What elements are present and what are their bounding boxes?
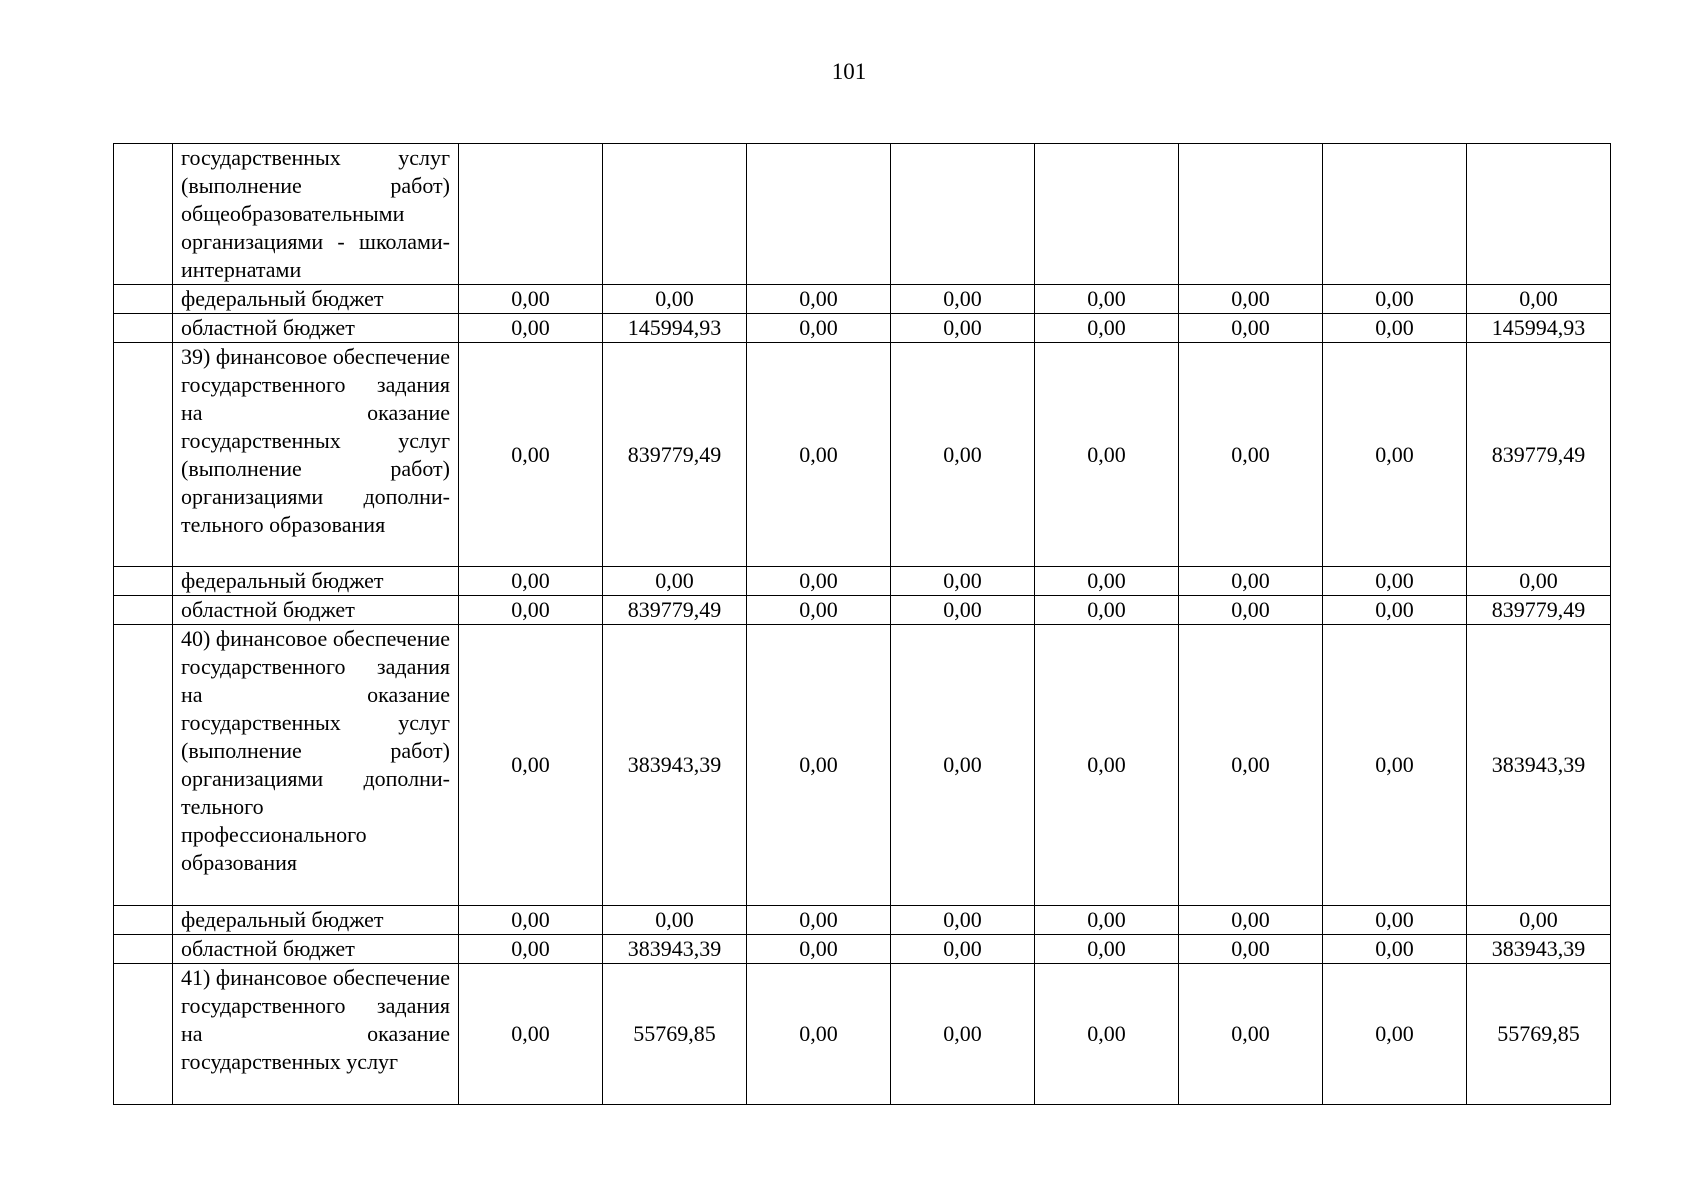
table-row xyxy=(114,906,1611,935)
value-cell xyxy=(459,144,603,285)
value-cell: 0,00 xyxy=(747,596,891,625)
value-cell: 0,00 xyxy=(1035,596,1179,625)
row-index-cell xyxy=(114,906,173,935)
value-cell: 0,00 xyxy=(747,906,891,935)
value-cell: 0,00 xyxy=(1323,935,1467,964)
row-index-cell xyxy=(114,596,173,625)
value-cell: 0,00 xyxy=(891,625,1035,906)
value-cell: 0,00 xyxy=(1179,935,1323,964)
row-index-cell xyxy=(114,285,173,314)
value-cell: 0,00 xyxy=(1035,625,1179,906)
budget-table xyxy=(113,143,1611,1105)
value-cell: 0,00 xyxy=(1323,567,1467,596)
table-row xyxy=(114,625,1611,906)
row-index-cell xyxy=(114,343,173,567)
value-cell: 0,00 xyxy=(1179,343,1323,567)
value-cell: 0,00 xyxy=(1467,285,1611,314)
value-cell: 0,00 xyxy=(1179,567,1323,596)
value-cell: 0,00 xyxy=(603,567,747,596)
value-cell: 0,00 xyxy=(747,285,891,314)
row-index-cell xyxy=(114,567,173,596)
table-row xyxy=(114,343,1611,567)
value-cell: 0,00 xyxy=(747,314,891,343)
value-cell: 383943,39 xyxy=(603,935,747,964)
row-name-cell: государственных услуг (выполнение работ) общеобразовательными организациями - школами-интернатами xyxy=(173,144,459,285)
value-cell: 0,00 xyxy=(747,964,891,1105)
table-row xyxy=(114,314,1611,343)
value-cell: 0,00 xyxy=(747,343,891,567)
value-cell: 0,00 xyxy=(459,964,603,1105)
value-cell: 0,00 xyxy=(459,285,603,314)
table-row xyxy=(114,285,1611,314)
value-cell: 145994,93 xyxy=(603,314,747,343)
value-cell: 0,00 xyxy=(459,314,603,343)
row-index-cell xyxy=(114,144,173,285)
value-cell: 0,00 xyxy=(747,625,891,906)
value-cell xyxy=(603,144,747,285)
value-cell: 0,00 xyxy=(1323,285,1467,314)
table-row xyxy=(114,144,1611,285)
value-cell: 0,00 xyxy=(1035,964,1179,1105)
value-cell: 839779,49 xyxy=(1467,343,1611,567)
value-cell xyxy=(1323,144,1467,285)
value-cell xyxy=(747,144,891,285)
value-cell: 0,00 xyxy=(1323,625,1467,906)
value-cell: 0,00 xyxy=(891,285,1035,314)
value-cell: 839779,49 xyxy=(603,343,747,567)
row-index-cell xyxy=(114,964,173,1105)
value-cell: 0,00 xyxy=(1035,285,1179,314)
value-cell: 0,00 xyxy=(1035,343,1179,567)
value-cell: 0,00 xyxy=(1323,964,1467,1105)
value-cell: 0,00 xyxy=(1179,906,1323,935)
value-cell: 0,00 xyxy=(459,906,603,935)
value-cell: 55769,85 xyxy=(1467,964,1611,1105)
value-cell: 0,00 xyxy=(1035,314,1179,343)
table-row xyxy=(114,964,1611,1105)
value-cell: 0,00 xyxy=(891,906,1035,935)
value-cell: 0,00 xyxy=(1467,567,1611,596)
value-cell: 0,00 xyxy=(1323,343,1467,567)
value-cell: 383943,39 xyxy=(1467,935,1611,964)
value-cell: 0,00 xyxy=(1179,314,1323,343)
value-cell: 0,00 xyxy=(1467,906,1611,935)
value-cell: 0,00 xyxy=(1179,285,1323,314)
value-cell: 0,00 xyxy=(891,964,1035,1105)
row-index-cell xyxy=(114,625,173,906)
value-cell: 839779,49 xyxy=(1467,596,1611,625)
value-cell: 0,00 xyxy=(603,285,747,314)
row-index-cell xyxy=(114,935,173,964)
value-cell: 0,00 xyxy=(1035,567,1179,596)
value-cell: 0,00 xyxy=(891,343,1035,567)
value-cell: 0,00 xyxy=(1179,964,1323,1105)
value-cell: 0,00 xyxy=(1323,906,1467,935)
row-name-cell: федеральный бюджет xyxy=(173,906,459,935)
table-row xyxy=(114,567,1611,596)
value-cell: 0,00 xyxy=(1323,314,1467,343)
value-cell: 0,00 xyxy=(1179,596,1323,625)
value-cell: 383943,39 xyxy=(603,625,747,906)
value-cell: 0,00 xyxy=(603,906,747,935)
value-cell: 0,00 xyxy=(891,567,1035,596)
row-name-cell: 39) финансовое обеспечение государственного задания на оказание государственных услуг (выполнение работ) организациями дополни-тельного образования xyxy=(173,343,459,567)
table-row xyxy=(114,935,1611,964)
value-cell: 383943,39 xyxy=(1467,625,1611,906)
row-name-cell: 40) финансовое обеспечение государственного задания на оказание государственных услуг (выполнение работ) организациями дополни-тельного профессионального образования xyxy=(173,625,459,906)
value-cell: 0,00 xyxy=(891,596,1035,625)
value-cell xyxy=(1035,144,1179,285)
value-cell: 0,00 xyxy=(459,596,603,625)
value-cell: 0,00 xyxy=(459,343,603,567)
page-number: 101 xyxy=(831,59,867,84)
value-cell: 0,00 xyxy=(1035,935,1179,964)
value-cell: 0,00 xyxy=(891,314,1035,343)
value-cell xyxy=(1467,144,1611,285)
value-cell: 0,00 xyxy=(459,567,603,596)
row-index-cell xyxy=(114,314,173,343)
value-cell: 0,00 xyxy=(747,935,891,964)
table-body xyxy=(114,144,1611,1105)
value-cell xyxy=(891,144,1035,285)
value-cell: 0,00 xyxy=(459,625,603,906)
value-cell xyxy=(1179,144,1323,285)
value-cell: 145994,93 xyxy=(1467,314,1611,343)
row-name-cell: 41) финансовое обеспечение государственного задания на оказание государственных услуг xyxy=(173,964,459,1105)
table-row xyxy=(114,596,1611,625)
row-name-cell: федеральный бюджет xyxy=(173,285,459,314)
row-name-cell: областной бюджет xyxy=(173,935,459,964)
value-cell: 0,00 xyxy=(1179,625,1323,906)
row-name-cell: областной бюджет xyxy=(173,596,459,625)
value-cell: 0,00 xyxy=(747,567,891,596)
value-cell: 0,00 xyxy=(1035,906,1179,935)
row-name-cell: федеральный бюджет xyxy=(173,567,459,596)
value-cell: 55769,85 xyxy=(603,964,747,1105)
value-cell: 0,00 xyxy=(1323,596,1467,625)
value-cell: 0,00 xyxy=(459,935,603,964)
row-name-cell: областной бюджет xyxy=(173,314,459,343)
value-cell: 839779,49 xyxy=(603,596,747,625)
value-cell: 0,00 xyxy=(891,935,1035,964)
